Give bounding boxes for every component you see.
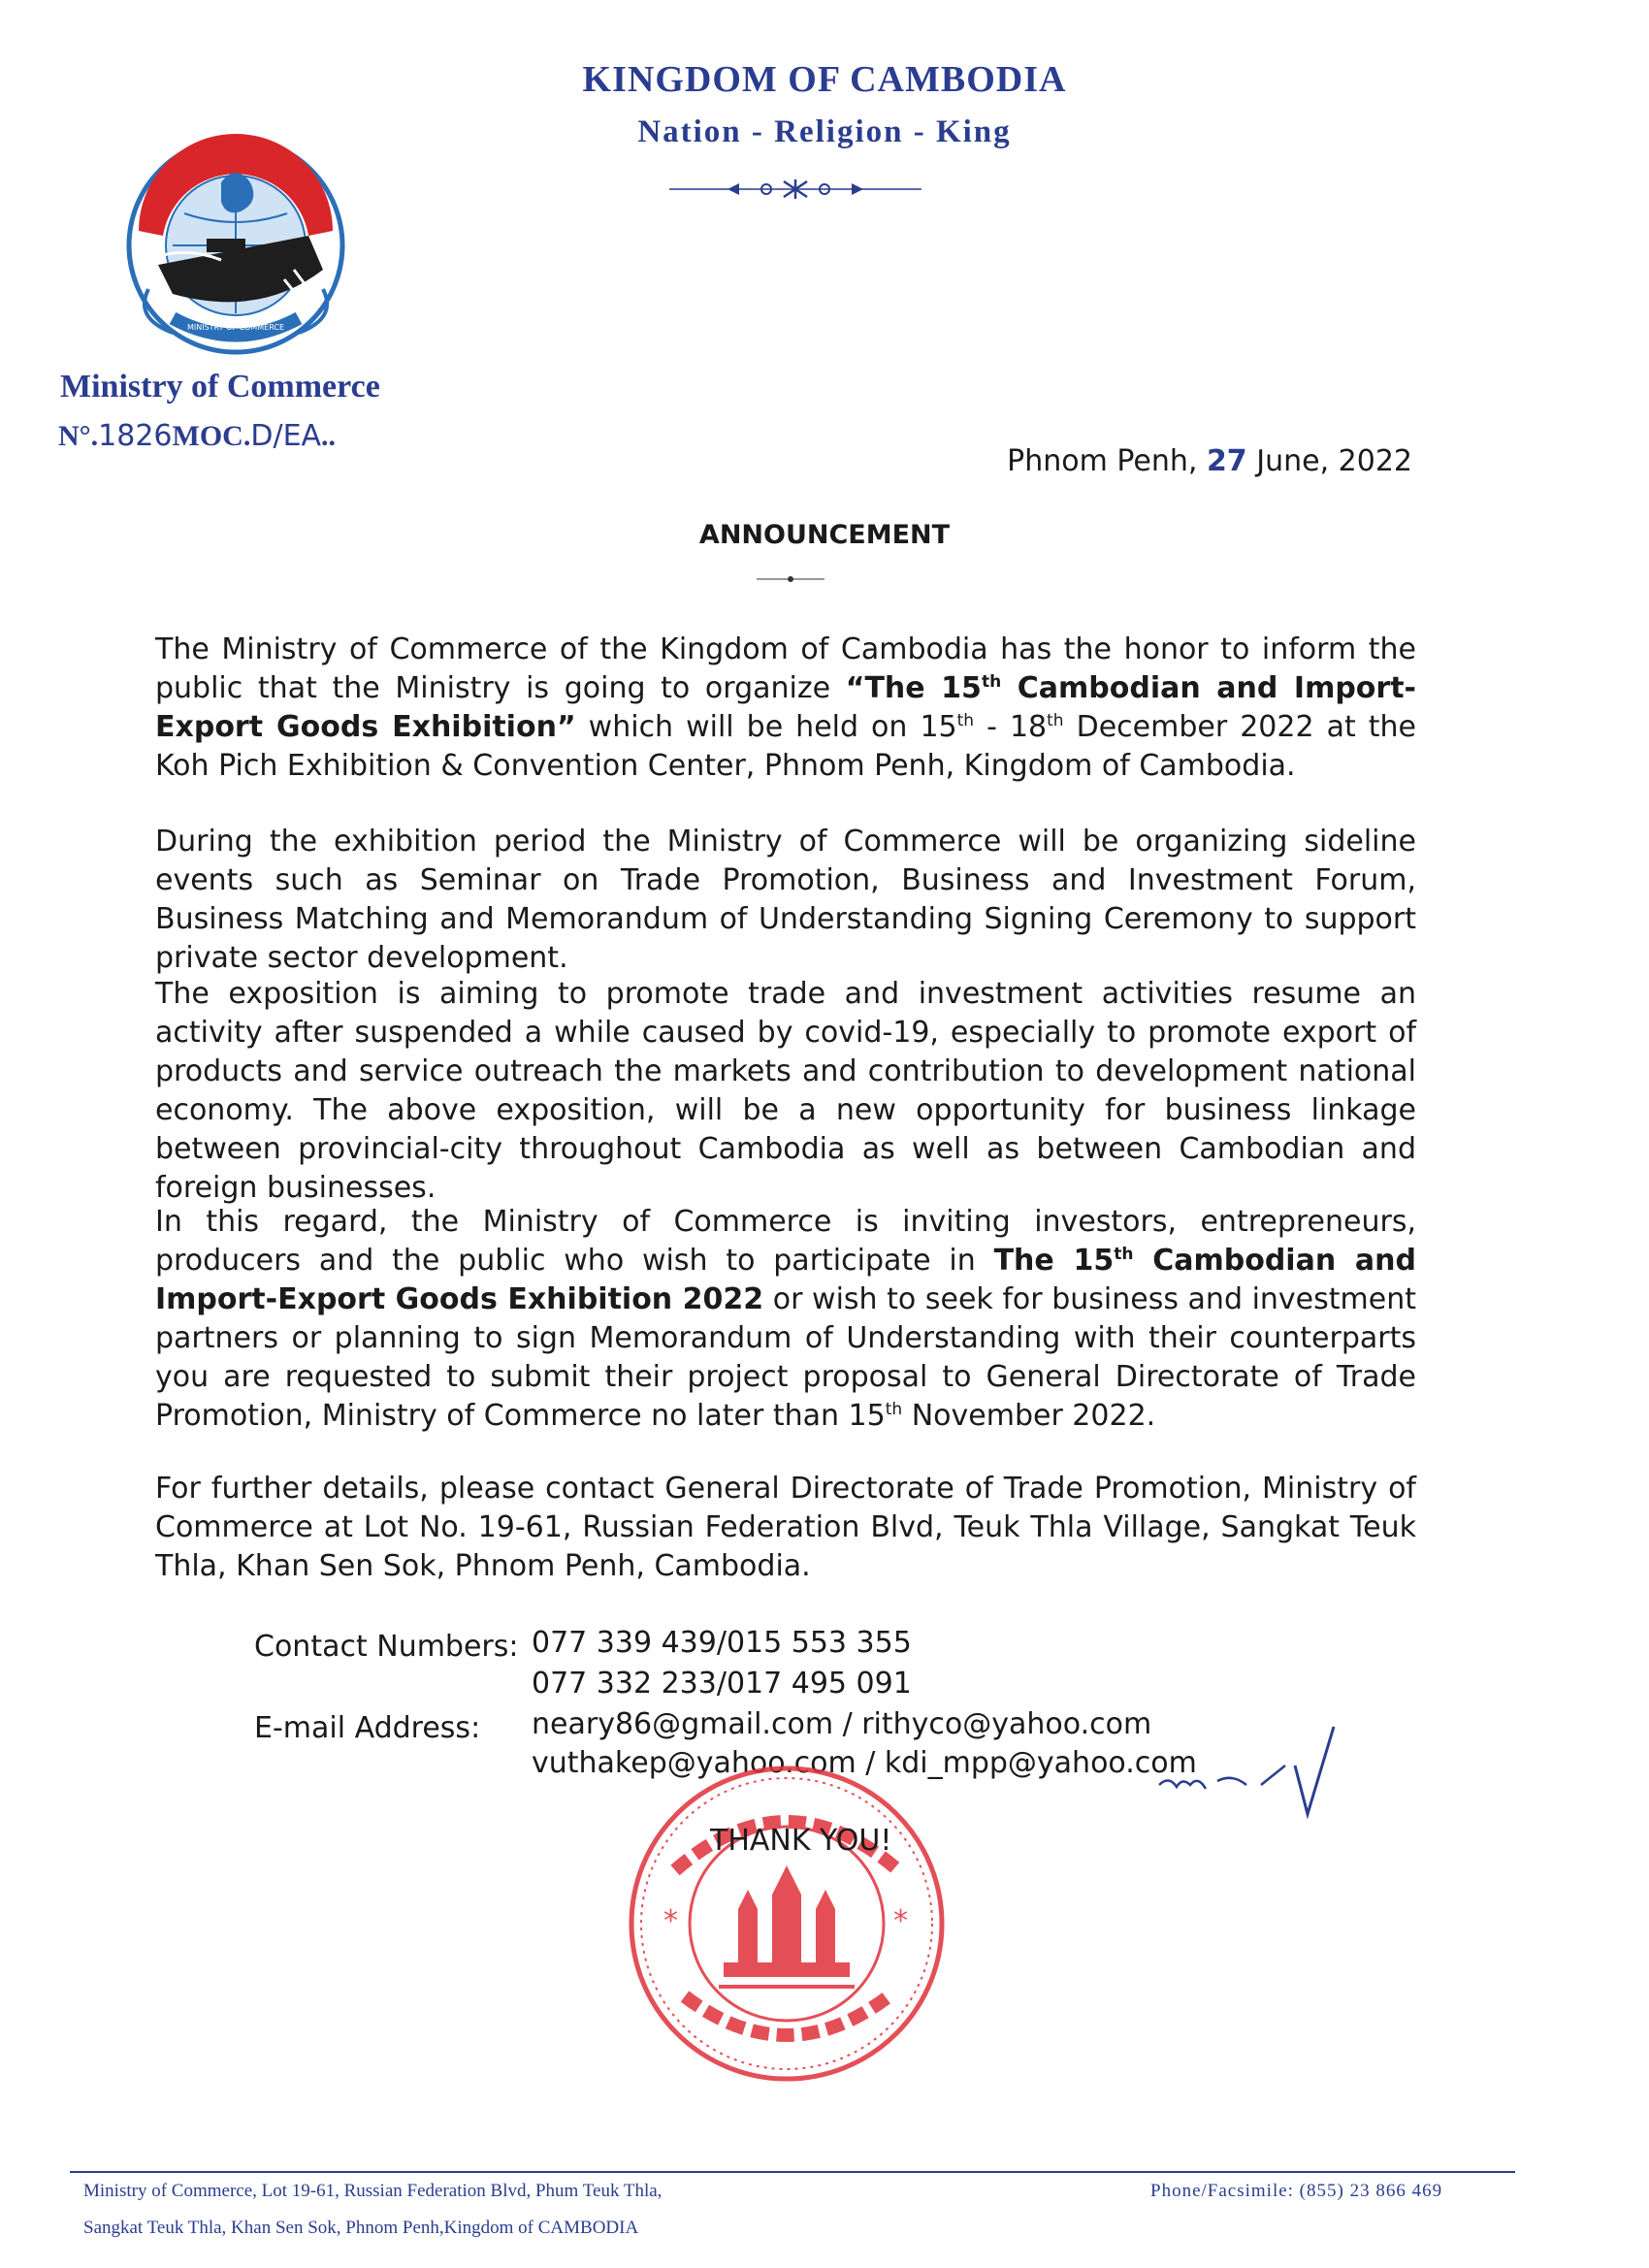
closing-thank-you: THANK YOU! [710,1824,892,1858]
header-ornament [669,177,922,202]
p1-text-a: The Ministry of Commerce of the Kingdom of Cambodia has the honor to inform the public that the Ministry is going to organize [155,632,1416,705]
ministry-logo [114,124,357,367]
paragraph-4 [155,1203,1416,1436]
p1-bold-b: Cambodian and Import-Export Goods Exhibition” [155,671,1416,744]
footer-address-line-1: Ministry of Commerce, Lot 19-61, Russian Federation Blvd, Phum Teuk Thla, [83,2181,663,2201]
p4-bold-a: The 15 [993,1244,1115,1278]
p1-text-d: - 18 [974,710,1048,744]
svg-text:*: * [663,1904,678,1938]
footer-phone: Phone/Facsimile: (855) 23 866 469 [1150,2181,1443,2201]
p4-text-d: November 2022. [902,1399,1156,1433]
p1-text-e: December 2022 at the Koh Pich Exhibition & Convention Center, Phnom Penh, Kingdom of Cambodia. [155,710,1416,783]
svg-text:*: * [893,1904,908,1938]
ministry-name: Ministry of Commerce [60,369,380,405]
title-ornament [757,574,824,584]
paragraph-5: For further details, please contact General Directorate of Trade Promotion, Ministry of Commerce at Lot No. 19-61, Russian Federation Blvd, Teuk Thla Village, Sangkat Teuk Thla, Khan Sen Sok, Phnom Penh, Cambodia. [155,1472,1416,1583]
reference-number [58,419,336,453]
p1-bold-sup: th [981,672,1002,692]
logo-ribbon-text: MINISTRY OF COMMERCE [186,323,285,332]
date-month-year: June, 2022 [1256,444,1412,478]
contact-phone-2: 077 332 233/017 495 091 [532,1667,912,1701]
date-city: Phnom Penh, [1007,444,1198,478]
national-motto: Nation - Religion - King [637,114,1012,149]
p1-sup-d: th [1047,711,1064,730]
contact-phone-1: 077 339 439/015 553 355 [532,1626,912,1660]
contact-numbers-label: Contact Numbers: [254,1630,519,1664]
handwritten-signature [1149,1717,1343,1824]
ref-number-handwritten: 1826 [98,419,173,453]
ref-suffix: .. [321,420,337,452]
ref-code-handwritten: D/EA [250,419,322,453]
date-day-handwritten: 27 [1206,444,1247,478]
date-line [1007,444,1412,478]
p1-bold-a: “The 15 [845,671,982,705]
ref-mid: MOC. [172,420,251,452]
p4-bold-b: Cambodian and Import-Export Goods Exhibition 2022 [155,1244,1416,1316]
p4-sup-c: th [885,1400,903,1419]
paragraph-2: During the exhibition period the Ministry of Commerce will be organizing sideline events such as Seminar on Trade Promotion, Business and Investment Forum, Business Matching and Memorandum of Understanding Signing Ceremony to support private sector development. [155,825,1416,975]
p4-bold-sup: th [1114,1245,1134,1264]
ref-prefix: N°. [58,420,99,452]
contact-email-1[interactable]: neary86@gmail.com / rithyco@yahoo.com [532,1707,1152,1741]
footer-address-line-2: Sangkat Teuk Thla, Khan Sen Sok, Phnom Penh,Kingdom of CAMBODIA [83,2218,639,2238]
p1-sup-c: th [956,711,975,730]
official-red-stamp [617,1754,956,2093]
p4-text-a: In this regard, the Ministry of Commerce is inviting investors, entrepreneurs, producers and the public who wish to participate in [155,1205,1416,1278]
p4-text-c: or wish to seek for business and investment partners or planning to sign Memorandum of Understanding with their counterparts you are requested to submit their project proposal to General Directorate of Trade Promotion, Ministry of Commerce no later than 15 [155,1282,1416,1433]
country-heading: KINGDOM OF CAMBODIA [582,59,1067,100]
paragraph-3: The exposition is aiming to promote trade and investment activities resume an activity after suspended a while caused by covid-19, especially to promote export of products and service outreach the markets and contribution to development national economy. The above exposition, will be a new opportunity for business linkage between provincial-city throughout Cambodia as well as between Cambodian and foreign businesses. [155,977,1416,1205]
p1-text-c: which will be held on 15 [575,710,957,744]
email-address-label: E-mail Address: [254,1711,481,1745]
paragraph-1 [155,631,1416,786]
document-title: ANNOUNCEMENT [698,520,951,550]
contact-email-2[interactable]: vuthakep@yahoo.com / kdi_mpp@yahoo.com [532,1746,1197,1780]
footer-divider [70,2171,1515,2173]
